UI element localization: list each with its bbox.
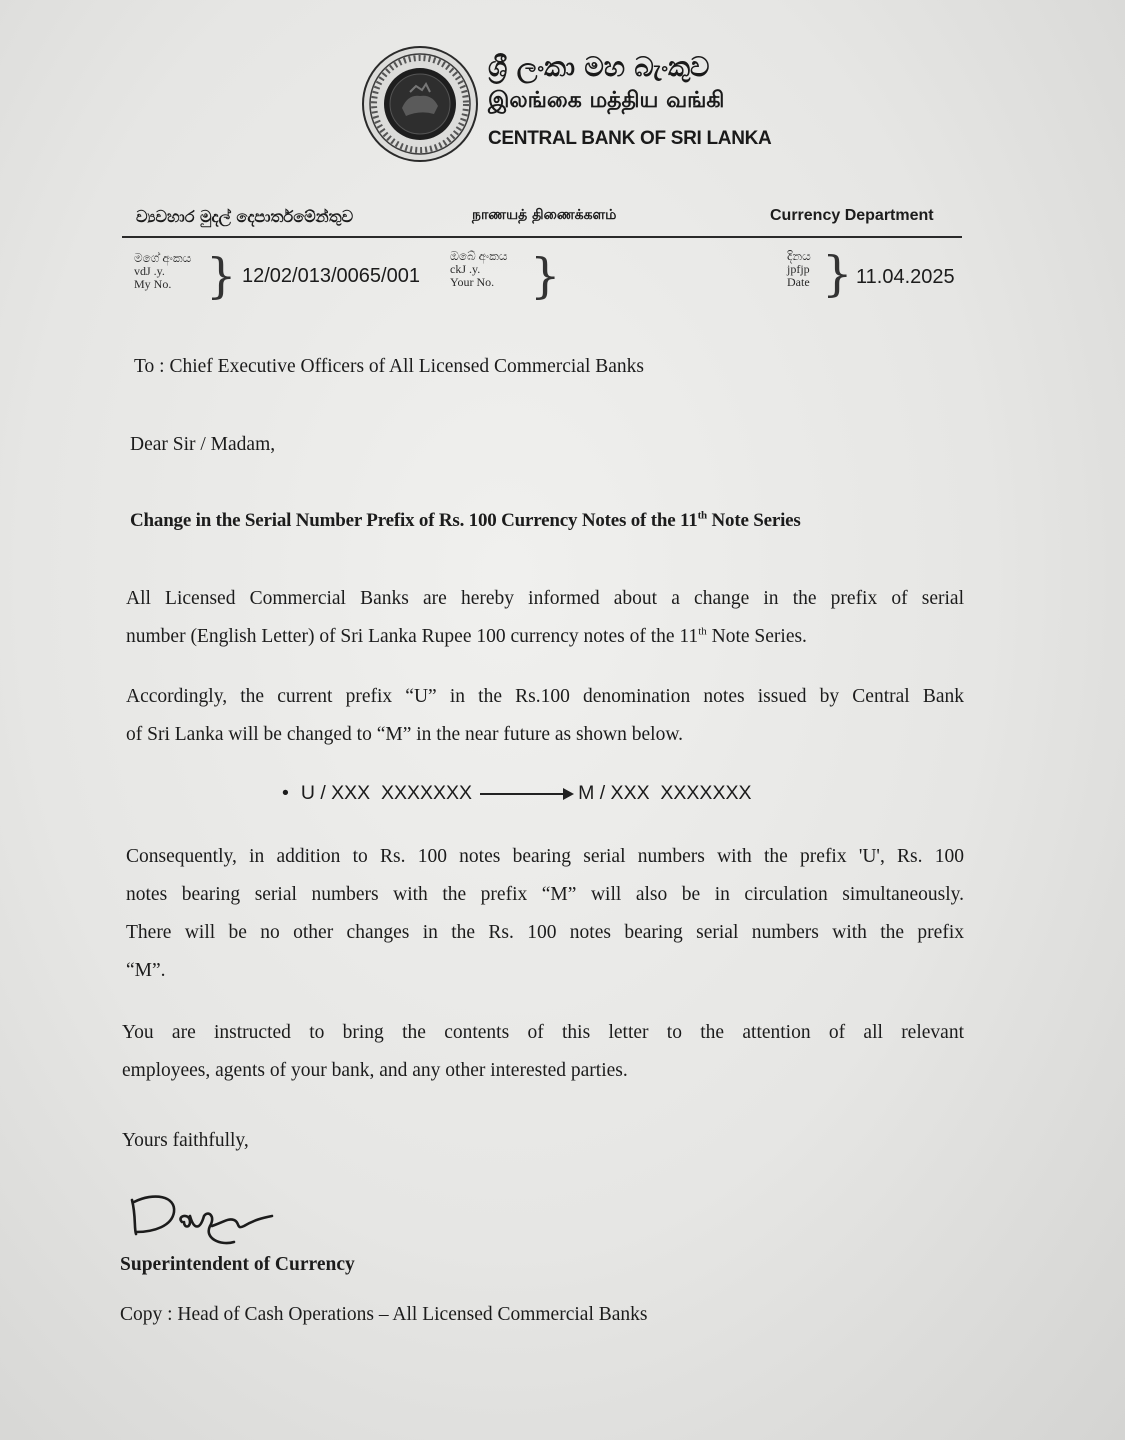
my-no-value: 12/02/013/0065/001: [242, 265, 420, 287]
new-prefix-format: M / XXX XXXXXXX: [578, 782, 752, 804]
paragraph-3: Consequently, in addition to Rs. 100 notes bearing serial numbers with the prefix 'U', Rs. 100 notes bearing serial numbers with the prefix “M” will also be in circulation simultaneously. There will be no other changes in the Rs. 100 notes bearing serial numbers with the prefix “M”.: [126, 846, 964, 981]
department-english: Currency Department: [770, 207, 934, 224]
department-tamil: நாணயத் திணைக்களம்: [472, 207, 617, 223]
date-label: දිනය jpfjp Date: [787, 249, 811, 289]
closing: Yours faithfully,: [122, 1130, 249, 1151]
header-divider: [122, 236, 962, 238]
old-prefix-format: U / XXX XXXXXXX: [300, 782, 473, 804]
my-no-brace: }: [206, 248, 237, 304]
my-no-label: මගේ අංකය vdJ .y. My No.: [134, 251, 192, 291]
paragraph-4: You are instructed to bring the contents of this letter to the attention of all relevant employees, agents of your bank, and any other interested parties.: [122, 1022, 964, 1081]
bank-name-english: CENTRAL BANK OF SRI LANKA: [488, 128, 772, 149]
your-no-label: ඔබේ අංකය ckJ .y. Your No.: [450, 249, 508, 289]
handwritten-signature: [124, 1186, 304, 1252]
right-arrow-icon: [480, 793, 572, 795]
letter-subject: Change in the Serial Number Prefix of Rs. 100 Currency Notes of the 11th Note Series: [130, 509, 801, 531]
prefix-change-example: [282, 782, 751, 805]
central-bank-seal-logo: [360, 44, 480, 164]
department-sinhala: ව්‍යවහාර මුදල් දෙපාර්තමේන්තුව: [136, 207, 354, 226]
addressee: To : Chief Executive Officers of All Licensed Commercial Banks: [134, 356, 645, 377]
bank-name-sinhala: ශ්‍රී ලංකා මහ බැංකුව: [488, 52, 710, 83]
your-no-brace: }: [530, 248, 561, 304]
paragraph-1: All Licensed Commercial Banks are hereby informed about a change in the prefix of serial number (English Letter) of Sri Lanka Rupee 100 currency notes of the 11th Note Series.: [126, 588, 964, 647]
signatory-title: Superintendent of Currency: [120, 1254, 355, 1275]
copy-to: Copy : Head of Cash Operations – All Licensed Commercial Banks: [120, 1304, 648, 1325]
date-brace: }: [822, 246, 853, 302]
date-value: 11.04.2025: [856, 266, 955, 288]
bank-name-tamil: இலங்கை மத்திய வங்கி: [488, 88, 725, 113]
bullet: •: [282, 782, 289, 804]
paragraph-2: Accordingly, the current prefix “U” in the Rs.100 denomination notes issued by Central Bank of Sri Lanka will be changed to “M” in the near future as shown below.: [126, 686, 964, 745]
salutation: Dear Sir / Madam,: [130, 434, 276, 455]
